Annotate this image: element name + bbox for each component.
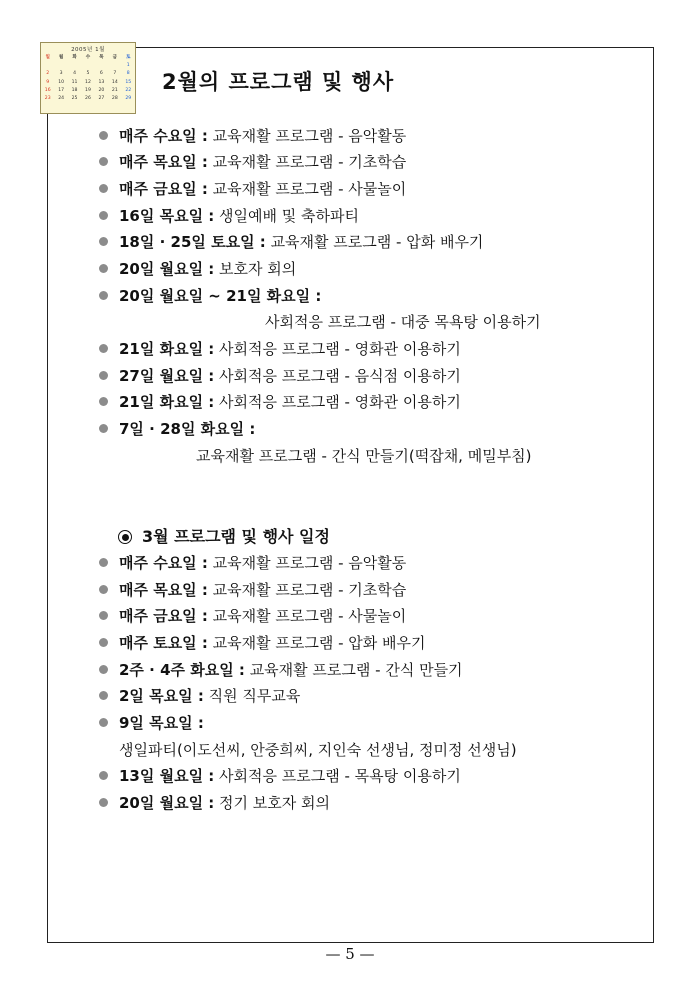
bullet-icon	[99, 397, 108, 406]
calendar-day: 1	[126, 63, 130, 69]
bullet-icon	[99, 344, 108, 353]
item-continuation: 교육재활 프로그램 - 간식 만들기(떡잡채, 메밀부침)	[196, 447, 532, 465]
list-item	[99, 392, 461, 412]
item-label: 2주 · 4주 화요일 :	[119, 661, 245, 679]
calendar-header: 수	[85, 55, 91, 61]
item-label: 27일 월요일 :	[119, 367, 215, 385]
circle-bullet-icon	[118, 530, 132, 544]
item-continuation: 사회적응 프로그램 - 대중 목욕탕 이용하기	[265, 313, 541, 331]
item-label: 20일 월요일 :	[119, 260, 215, 278]
item-text: 교육재활 프로그램 - 기초학습	[207, 153, 407, 171]
item-text: 교육재활 프로그램 - 간식 만들기	[244, 661, 463, 679]
list-item	[99, 713, 204, 733]
item-label: 매주 금요일 :	[119, 607, 208, 625]
item-text: 사회적응 프로그램 - 영화관 이용하기	[214, 340, 461, 358]
list-item	[99, 419, 255, 439]
item-label: 13일 월요일 :	[119, 767, 215, 785]
list-item	[99, 580, 406, 600]
calendar-day: 17	[58, 87, 65, 93]
calendar-day: 16	[44, 87, 51, 93]
calendar-day: 29	[125, 96, 132, 102]
item-text: 교육재활 프로그램 - 기초학습	[207, 581, 407, 599]
item-text: 교육재활 프로그램 - 압화 배우기	[207, 634, 426, 652]
item-label: 16일 목요일 :	[119, 207, 215, 225]
calendar-day: 11	[71, 79, 78, 85]
item-text: 사회적응 프로그램 - 목욕탕 이용하기	[214, 767, 461, 785]
bullet-icon	[99, 718, 108, 727]
calendar-day: 15	[125, 79, 132, 85]
item-label: 매주 수요일 :	[119, 554, 208, 572]
item-label: 매주 금요일 :	[119, 180, 208, 198]
list-item	[99, 553, 406, 573]
calendar-day: 3	[59, 71, 63, 77]
calendar-day: 2	[46, 71, 50, 77]
page-number: — 5 —	[325, 945, 375, 963]
calendar-day	[95, 62, 108, 70]
calendar-grid	[41, 54, 135, 103]
item-text: 사회적응 프로그램 - 음식점 이용하기	[214, 367, 461, 385]
bullet-icon	[99, 771, 108, 780]
calendar-day: 9	[46, 79, 50, 85]
calendar-day: 10	[58, 79, 65, 85]
item-label: 20일 월요일 ~ 21일 화요일 :	[119, 287, 322, 305]
calendar-header: 금	[112, 55, 118, 61]
list-item	[99, 793, 330, 813]
list-item	[99, 606, 406, 626]
bullet-icon	[99, 211, 108, 220]
calendar-day: 8	[126, 71, 130, 77]
calendar-day	[68, 62, 81, 70]
calendar-day: 19	[85, 87, 91, 93]
list-item	[99, 366, 461, 386]
calendar-day: 28	[111, 96, 118, 102]
calendar-day	[54, 62, 67, 70]
item-text: 정기 보호자 회의	[214, 794, 331, 812]
bullet-icon	[99, 424, 108, 433]
list-item	[99, 339, 461, 359]
item-label: 20일 월요일 :	[119, 794, 215, 812]
bullet-icon	[99, 665, 108, 674]
calendar-day	[108, 62, 121, 70]
calendar-day: 12	[85, 79, 91, 85]
item-label: 21일 화요일 :	[119, 393, 215, 411]
list-item	[99, 633, 426, 653]
list-item	[99, 232, 483, 252]
item-text: 교육재활 프로그램 - 사물놀이	[207, 180, 407, 198]
item-text: 사회적응 프로그램 - 영화관 이용하기	[214, 393, 461, 411]
list-item	[99, 259, 296, 279]
bullet-icon	[99, 237, 108, 246]
item-text: 교육재활 프로그램 - 음악활동	[207, 127, 407, 145]
bullet-icon	[99, 798, 108, 807]
calendar-day: 18	[71, 87, 78, 93]
bullet-icon	[99, 131, 108, 140]
calendar-header: 목	[99, 55, 104, 61]
list-item	[99, 286, 321, 306]
calendar-icon	[40, 42, 136, 114]
item-continuation: 생일파티(이도선씨, 안중희씨, 지인숙 선생님, 정미정 선생님)	[119, 741, 517, 759]
item-text: 보호자 회의	[214, 260, 297, 278]
calendar-day: 22	[125, 87, 132, 93]
calendar-header: 토	[126, 55, 131, 61]
calendar-header: 화	[72, 55, 77, 61]
calendar-day: 14	[111, 79, 118, 85]
list-item	[99, 686, 300, 706]
calendar-day: 24	[58, 96, 65, 102]
bullet-icon	[99, 638, 108, 647]
calendar-day: 23	[44, 96, 51, 102]
bullet-icon	[99, 157, 108, 166]
calendar-day: 13	[98, 79, 105, 85]
bullet-icon	[99, 558, 108, 567]
item-label: 매주 수요일 :	[119, 127, 208, 145]
calendar-day: 27	[98, 96, 105, 102]
section-heading-text: 3월 프로그램 및 행사 일정	[142, 527, 330, 546]
list-item	[99, 179, 406, 199]
bullet-icon	[99, 585, 108, 594]
calendar-day: 6	[99, 71, 103, 77]
calendar-day	[81, 62, 94, 70]
calendar-day: 4	[73, 71, 77, 77]
calendar-day: 7	[113, 71, 117, 77]
item-label: 7일 · 28일 화요일 :	[119, 420, 256, 438]
item-text: 생일예배 및 축하파티	[214, 207, 359, 225]
item-text: 교육재활 프로그램 - 사물놀이	[207, 607, 407, 625]
item-label: 매주 토요일 :	[119, 634, 208, 652]
calendar-header: 월	[58, 55, 64, 61]
list-item	[99, 152, 406, 172]
item-label: 매주 목요일 :	[119, 153, 208, 171]
calendar-day	[41, 62, 54, 70]
bullet-icon	[99, 691, 108, 700]
item-label: 2일 목요일 :	[119, 687, 204, 705]
calendar-day: 21	[111, 87, 118, 93]
bullet-icon	[99, 184, 108, 193]
calendar-header: 일	[45, 55, 50, 61]
bullet-icon	[99, 291, 108, 300]
item-text: 직원 직무교육	[203, 687, 301, 705]
bullet-icon	[99, 611, 108, 620]
bullet-icon	[99, 371, 108, 380]
item-text: 교육재활 프로그램 - 음악활동	[207, 554, 407, 572]
section-heading	[118, 524, 330, 547]
item-label: 18일 · 25일 토요일 :	[119, 233, 266, 251]
calendar-day: 5	[86, 71, 90, 77]
page-title: 2월의 프로그램 및 행사	[162, 70, 395, 94]
calendar-day: 25	[71, 96, 78, 102]
calendar-day: 26	[85, 96, 91, 102]
item-label: 매주 목요일 :	[119, 581, 208, 599]
list-item	[99, 660, 463, 680]
bullet-icon	[99, 264, 108, 273]
item-label: 21일 화요일 :	[119, 340, 215, 358]
calendar-day: 20	[98, 87, 105, 93]
item-text: 교육재활 프로그램 - 압화 배우기	[265, 233, 484, 251]
list-item	[99, 126, 406, 146]
list-item	[99, 766, 461, 786]
item-label: 9일 목요일 :	[119, 714, 204, 732]
list-item	[99, 206, 359, 226]
calendar-title: 2005년 1월	[71, 47, 105, 53]
